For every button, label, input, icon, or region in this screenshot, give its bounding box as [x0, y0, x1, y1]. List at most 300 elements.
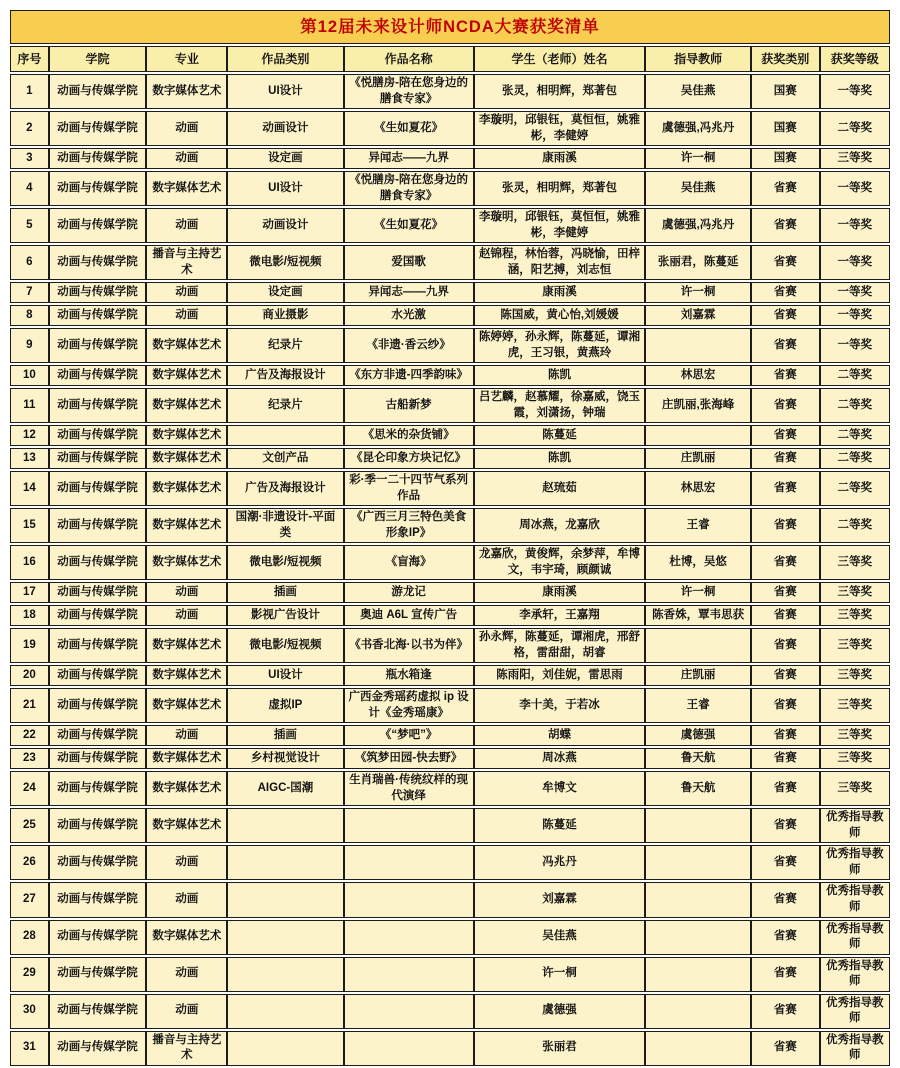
column-header-award-type: 获奖类别	[751, 46, 820, 72]
column-header-work: 作品名称	[344, 46, 474, 72]
cell-category: 微电影/短视频	[227, 545, 343, 580]
table-body	[10, 74, 890, 1066]
cell-students: 虞德强	[474, 994, 646, 1029]
cell-students: 冯兆丹	[474, 845, 646, 880]
cell-category: 微电影/短视频	[227, 628, 343, 663]
cell-work	[344, 994, 474, 1029]
cell-students: 陈蔓延	[474, 808, 646, 843]
cell-advisor: 鲁天航	[645, 748, 751, 769]
cell-college: 动画与传媒学院	[49, 74, 147, 109]
cell-no: 31	[10, 1031, 49, 1066]
cell-no: 21	[10, 688, 49, 723]
cell-no: 6	[10, 245, 49, 280]
cell-college: 动画与传媒学院	[49, 208, 147, 243]
cell-advisor: 庄凯丽,张海峰	[645, 388, 751, 423]
table-row	[10, 74, 890, 109]
cell-major: 数字媒体艺术	[146, 74, 227, 109]
cell-work: 古船新梦	[344, 388, 474, 423]
cell-award-type: 省赛	[751, 245, 820, 280]
cell-award-type: 省赛	[751, 725, 820, 746]
table-row	[10, 208, 890, 243]
cell-award-level: 三等奖	[820, 725, 890, 746]
cell-college: 动画与传媒学院	[49, 808, 147, 843]
cell-category: 纪录片	[227, 388, 343, 423]
cell-major: 动画	[146, 582, 227, 603]
cell-major: 动画	[146, 305, 227, 326]
cell-category: AIGC-国潮	[227, 771, 343, 806]
cell-college: 动画与传媒学院	[49, 328, 147, 363]
cell-students: 孙永辉，陈蔓延，谭湘虎，邢舒格，雷甜甜，胡睿	[474, 628, 646, 663]
cell-college: 动画与传媒学院	[49, 628, 147, 663]
cell-major: 动画	[146, 882, 227, 917]
cell-category: 国潮·非遗设计-平面类	[227, 508, 343, 543]
cell-work: 广西金秀瑶药虚拟 ip 设计《金秀瑶康》	[344, 688, 474, 723]
cell-work: 《广西三月三特色美食形象IP》	[344, 508, 474, 543]
table-row	[10, 471, 890, 506]
cell-no: 16	[10, 545, 49, 580]
cell-category: 设定画	[227, 148, 343, 169]
cell-advisor	[645, 994, 751, 1029]
cell-major: 数字媒体艺术	[146, 365, 227, 386]
cell-category: 广告及海报设计	[227, 365, 343, 386]
cell-category: 设定画	[227, 282, 343, 303]
table-row	[10, 365, 890, 386]
cell-award-level: 优秀指导教师	[820, 845, 890, 880]
cell-award-type: 省赛	[751, 665, 820, 686]
table-row	[10, 328, 890, 363]
cell-award-level: 三等奖	[820, 148, 890, 169]
cell-advisor: 许一桐	[645, 582, 751, 603]
cell-category: 动画设计	[227, 208, 343, 243]
cell-category: 文创产品	[227, 448, 343, 469]
cell-advisor	[645, 845, 751, 880]
cell-students: 康雨溪	[474, 582, 646, 603]
cell-award-type: 省赛	[751, 748, 820, 769]
cell-advisor: 陈香姝，覃韦思获	[645, 605, 751, 626]
cell-award-level: 优秀指导教师	[820, 808, 890, 843]
page-title: 第12届未来设计师NCDA大赛获奖清单	[10, 10, 890, 44]
cell-award-type: 省赛	[751, 545, 820, 580]
cell-award-level: 三等奖	[820, 771, 890, 806]
cell-no: 9	[10, 328, 49, 363]
cell-no: 28	[10, 920, 49, 955]
cell-advisor: 庄凯丽	[645, 448, 751, 469]
cell-no: 11	[10, 388, 49, 423]
cell-no: 29	[10, 957, 49, 992]
table-row	[10, 388, 890, 423]
table-row	[10, 725, 890, 746]
cell-award-level: 三等奖	[820, 582, 890, 603]
table-row	[10, 111, 890, 146]
cell-category: 影视广告设计	[227, 605, 343, 626]
cell-work: 《盲海》	[344, 545, 474, 580]
table-row	[10, 148, 890, 169]
cell-work: 《书香北海·以书为伴》	[344, 628, 474, 663]
cell-major: 动画	[146, 994, 227, 1029]
cell-no: 4	[10, 171, 49, 206]
cell-category: 微电影/短视频	[227, 245, 343, 280]
cell-students: 李璇明，邱银钰，莫恒恒，姚雅彬，李健婷	[474, 208, 646, 243]
cell-advisor: 吴佳燕	[645, 74, 751, 109]
table-row	[10, 688, 890, 723]
cell-students: 陈婷婷，孙永辉，陈蔓延，谭湘虎，王习银，黄燕玲	[474, 328, 646, 363]
cell-award-level: 优秀指导教师	[820, 882, 890, 917]
cell-advisor: 吴佳燕	[645, 171, 751, 206]
cell-category	[227, 994, 343, 1029]
cell-students: 陈雨阳，刘佳妮，雷思雨	[474, 665, 646, 686]
cell-work: 《昆仑印象方块记忆》	[344, 448, 474, 469]
cell-award-level: 三等奖	[820, 665, 890, 686]
cell-no: 22	[10, 725, 49, 746]
cell-advisor	[645, 882, 751, 917]
cell-major: 数字媒体艺术	[146, 171, 227, 206]
column-header-major: 专业	[146, 46, 227, 72]
cell-work: 《筑梦田园-快去野》	[344, 748, 474, 769]
cell-college: 动画与传媒学院	[49, 882, 147, 917]
cell-advisor: 杜博，吴悠	[645, 545, 751, 580]
cell-students: 周冰燕，龙嘉欣	[474, 508, 646, 543]
cell-no: 17	[10, 582, 49, 603]
cell-award-type: 省赛	[751, 171, 820, 206]
cell-college: 动画与传媒学院	[49, 725, 147, 746]
cell-work	[344, 882, 474, 917]
cell-major: 动画	[146, 111, 227, 146]
cell-award-level: 三等奖	[820, 545, 890, 580]
table-row	[10, 448, 890, 469]
cell-advisor: 林思宏	[645, 365, 751, 386]
cell-award-level: 三等奖	[820, 748, 890, 769]
cell-college: 动画与传媒学院	[49, 545, 147, 580]
table-row	[10, 582, 890, 603]
cell-students: 吴佳燕	[474, 920, 646, 955]
cell-major: 数字媒体艺术	[146, 665, 227, 686]
cell-major: 数字媒体艺术	[146, 328, 227, 363]
cell-work	[344, 920, 474, 955]
cell-award-level: 一等奖	[820, 282, 890, 303]
cell-no: 23	[10, 748, 49, 769]
cell-category: 插画	[227, 725, 343, 746]
cell-no: 19	[10, 628, 49, 663]
cell-award-type: 省赛	[751, 328, 820, 363]
cell-advisor: 鲁天航	[645, 771, 751, 806]
table-row	[10, 425, 890, 446]
cell-students: 李承轩，王嘉翔	[474, 605, 646, 626]
cell-award-level: 优秀指导教师	[820, 1031, 890, 1066]
cell-college: 动画与传媒学院	[49, 665, 147, 686]
cell-category: 商业摄影	[227, 305, 343, 326]
cell-work: 异闻志——九界	[344, 148, 474, 169]
cell-college: 动画与传媒学院	[49, 771, 147, 806]
cell-award-level: 二等奖	[820, 448, 890, 469]
cell-category	[227, 808, 343, 843]
cell-advisor	[645, 1031, 751, 1066]
cell-students: 康雨溪	[474, 148, 646, 169]
cell-no: 26	[10, 845, 49, 880]
table-row	[10, 920, 890, 955]
cell-award-type: 省赛	[751, 388, 820, 423]
table-row	[10, 994, 890, 1029]
cell-work: 《生如夏花》	[344, 111, 474, 146]
cell-college: 动画与传媒学院	[49, 920, 147, 955]
header-row	[10, 46, 890, 72]
cell-no: 2	[10, 111, 49, 146]
cell-students: 龙嘉欣，黄俊辉，余梦萍，牟博文，韦宇琦，顾颜诚	[474, 545, 646, 580]
cell-no: 25	[10, 808, 49, 843]
cell-award-type: 省赛	[751, 208, 820, 243]
cell-advisor: 王睿	[645, 688, 751, 723]
cell-no: 13	[10, 448, 49, 469]
cell-students: 赵琉茹	[474, 471, 646, 506]
cell-category: UI设计	[227, 665, 343, 686]
cell-award-level: 二等奖	[820, 365, 890, 386]
cell-award-level: 一等奖	[820, 208, 890, 243]
table-row	[10, 748, 890, 769]
cell-students: 陈凯	[474, 448, 646, 469]
cell-major: 动画	[146, 605, 227, 626]
cell-advisor: 虞德强	[645, 725, 751, 746]
cell-students: 刘嘉霖	[474, 882, 646, 917]
cell-major: 数字媒体艺术	[146, 448, 227, 469]
cell-major: 动画	[146, 845, 227, 880]
cell-award-level: 二等奖	[820, 471, 890, 506]
cell-award-level: 一等奖	[820, 305, 890, 326]
cell-college: 动画与传媒学院	[49, 111, 147, 146]
cell-students: 张丽君	[474, 1031, 646, 1066]
cell-advisor: 虞德强,冯兆丹	[645, 111, 751, 146]
cell-college: 动画与传媒学院	[49, 448, 147, 469]
cell-students: 李十美，于若冰	[474, 688, 646, 723]
cell-no: 20	[10, 665, 49, 686]
cell-work: 《生如夏花》	[344, 208, 474, 243]
cell-students: 吕艺麟，赵慕耀，徐嘉威，饶玉霞，刘潇扬，钟瑞	[474, 388, 646, 423]
cell-college: 动画与传媒学院	[49, 994, 147, 1029]
cell-major: 数字媒体艺术	[146, 920, 227, 955]
cell-award-type: 省赛	[751, 365, 820, 386]
cell-advisor: 刘嘉霖	[645, 305, 751, 326]
table-row	[10, 957, 890, 992]
cell-work: 彩·季一二十四节气系列作品	[344, 471, 474, 506]
table-row	[10, 771, 890, 806]
cell-college: 动画与传媒学院	[49, 845, 147, 880]
cell-category	[227, 425, 343, 446]
cell-award-level: 一等奖	[820, 328, 890, 363]
cell-award-level: 一等奖	[820, 171, 890, 206]
cell-category: 动画设计	[227, 111, 343, 146]
cell-no: 7	[10, 282, 49, 303]
cell-major: 动画	[146, 148, 227, 169]
awards-table	[10, 8, 890, 1068]
cell-award-type: 省赛	[751, 957, 820, 992]
cell-major: 播音与主持艺术	[146, 245, 227, 280]
cell-award-level: 三等奖	[820, 605, 890, 626]
table-row	[10, 245, 890, 280]
column-header-award-level: 获奖等级	[820, 46, 890, 72]
cell-work: 游龙记	[344, 582, 474, 603]
column-header-college: 学院	[49, 46, 147, 72]
cell-college: 动画与传媒学院	[49, 508, 147, 543]
cell-advisor	[645, 425, 751, 446]
cell-no: 3	[10, 148, 49, 169]
table-row	[10, 605, 890, 626]
cell-college: 动画与传媒学院	[49, 305, 147, 326]
cell-work: 《悦膳房-陪在您身边的膳食专家》	[344, 74, 474, 109]
table-row	[10, 171, 890, 206]
cell-students: 陈凯	[474, 365, 646, 386]
cell-students: 张灵，相明辉，郑著包	[474, 74, 646, 109]
cell-category: 乡村视觉设计	[227, 748, 343, 769]
cell-work: 瓶水箱逢	[344, 665, 474, 686]
cell-advisor	[645, 957, 751, 992]
table-row	[10, 845, 890, 880]
cell-major: 数字媒体艺术	[146, 508, 227, 543]
cell-college: 动画与传媒学院	[49, 688, 147, 723]
cell-no: 24	[10, 771, 49, 806]
cell-no: 14	[10, 471, 49, 506]
cell-major: 数字媒体艺术	[146, 688, 227, 723]
cell-major: 数字媒体艺术	[146, 425, 227, 446]
cell-major: 数字媒体艺术	[146, 808, 227, 843]
cell-award-type: 省赛	[751, 808, 820, 843]
cell-students: 牟博文	[474, 771, 646, 806]
cell-no: 30	[10, 994, 49, 1029]
cell-college: 动画与传媒学院	[49, 957, 147, 992]
cell-award-level: 三等奖	[820, 688, 890, 723]
cell-category: 虚拟IP	[227, 688, 343, 723]
cell-major: 动画	[146, 282, 227, 303]
cell-major: 数字媒体艺术	[146, 771, 227, 806]
cell-award-level: 二等奖	[820, 508, 890, 543]
cell-work	[344, 1031, 474, 1066]
cell-advisor	[645, 628, 751, 663]
cell-major: 动画	[146, 208, 227, 243]
cell-award-level: 优秀指导教师	[820, 994, 890, 1029]
cell-award-level: 一等奖	[820, 245, 890, 280]
cell-work	[344, 845, 474, 880]
cell-college: 动画与传媒学院	[49, 148, 147, 169]
cell-work: 异闻志——九界	[344, 282, 474, 303]
cell-students: 陈国威，黄心怡,刘媛媛	[474, 305, 646, 326]
cell-award-type: 省赛	[751, 282, 820, 303]
cell-major: 数字媒体艺术	[146, 471, 227, 506]
cell-work: 爱国歌	[344, 245, 474, 280]
column-header-advisor: 指导教师	[645, 46, 751, 72]
cell-no: 5	[10, 208, 49, 243]
cell-work: 《非遗·香云纱》	[344, 328, 474, 363]
cell-category: UI设计	[227, 74, 343, 109]
cell-work: 《“梦吧”》	[344, 725, 474, 746]
cell-award-level: 优秀指导教师	[820, 957, 890, 992]
cell-award-type: 省赛	[751, 994, 820, 1029]
cell-major: 动画	[146, 957, 227, 992]
table-row	[10, 628, 890, 663]
table-row	[10, 665, 890, 686]
cell-work: 《思米的杂货铺》	[344, 425, 474, 446]
cell-major: 动画	[146, 725, 227, 746]
cell-no: 1	[10, 74, 49, 109]
cell-major: 数字媒体艺术	[146, 748, 227, 769]
cell-students: 李璇明，邱银钰，莫恒恒，姚雅彬，李健婷	[474, 111, 646, 146]
cell-award-level: 二等奖	[820, 425, 890, 446]
cell-work: 生肖瑞兽·传统纹样的现代演绎	[344, 771, 474, 806]
cell-award-type: 省赛	[751, 688, 820, 723]
cell-advisor: 林思宏	[645, 471, 751, 506]
cell-advisor	[645, 808, 751, 843]
cell-award-level: 二等奖	[820, 111, 890, 146]
cell-award-type: 省赛	[751, 605, 820, 626]
cell-work: 《东方非遗-四季韵味》	[344, 365, 474, 386]
cell-award-level: 二等奖	[820, 388, 890, 423]
cell-advisor: 许一桐	[645, 282, 751, 303]
column-header-no: 序号	[10, 46, 49, 72]
cell-award-type: 国赛	[751, 148, 820, 169]
table-row	[10, 882, 890, 917]
cell-award-type: 省赛	[751, 425, 820, 446]
cell-college: 动画与传媒学院	[49, 171, 147, 206]
table-row	[10, 1031, 890, 1066]
column-header-category: 作品类别	[227, 46, 343, 72]
cell-category	[227, 845, 343, 880]
cell-students: 康雨溪	[474, 282, 646, 303]
cell-college: 动画与传媒学院	[49, 605, 147, 626]
cell-no: 18	[10, 605, 49, 626]
cell-college: 动画与传媒学院	[49, 245, 147, 280]
cell-award-type: 省赛	[751, 305, 820, 326]
cell-award-type: 省赛	[751, 628, 820, 663]
cell-award-level: 一等奖	[820, 74, 890, 109]
cell-college: 动画与传媒学院	[49, 365, 147, 386]
cell-students: 周冰燕	[474, 748, 646, 769]
cell-college: 动画与传媒学院	[49, 471, 147, 506]
cell-award-level: 三等奖	[820, 628, 890, 663]
cell-award-type: 国赛	[751, 74, 820, 109]
cell-category	[227, 957, 343, 992]
cell-award-type: 省赛	[751, 582, 820, 603]
cell-advisor: 虞德强,冯兆丹	[645, 208, 751, 243]
cell-award-type: 省赛	[751, 771, 820, 806]
cell-advisor: 庄凯丽	[645, 665, 751, 686]
cell-advisor	[645, 328, 751, 363]
cell-students: 张灵，相明辉，郑著包	[474, 171, 646, 206]
cell-college: 动画与传媒学院	[49, 282, 147, 303]
cell-no: 12	[10, 425, 49, 446]
cell-category	[227, 1031, 343, 1066]
table-row	[10, 508, 890, 543]
title-row	[10, 10, 890, 44]
cell-award-type: 国赛	[751, 111, 820, 146]
cell-award-type: 省赛	[751, 471, 820, 506]
cell-advisor: 王睿	[645, 508, 751, 543]
cell-award-type: 省赛	[751, 882, 820, 917]
cell-award-type: 省赛	[751, 845, 820, 880]
cell-students: 许一桐	[474, 957, 646, 992]
table-row	[10, 282, 890, 303]
cell-no: 27	[10, 882, 49, 917]
cell-work: 奥迪 A6L 宣传广告	[344, 605, 474, 626]
cell-award-level: 优秀指导教师	[820, 920, 890, 955]
table-row	[10, 545, 890, 580]
cell-major: 播音与主持艺术	[146, 1031, 227, 1066]
cell-major: 数字媒体艺术	[146, 628, 227, 663]
cell-work	[344, 808, 474, 843]
cell-category: 插画	[227, 582, 343, 603]
cell-advisor: 张丽君，陈蔓延	[645, 245, 751, 280]
cell-category: 广告及海报设计	[227, 471, 343, 506]
cell-category: 纪录片	[227, 328, 343, 363]
cell-major: 数字媒体艺术	[146, 545, 227, 580]
cell-college: 动画与传媒学院	[49, 582, 147, 603]
cell-college: 动画与传媒学院	[49, 748, 147, 769]
cell-no: 8	[10, 305, 49, 326]
